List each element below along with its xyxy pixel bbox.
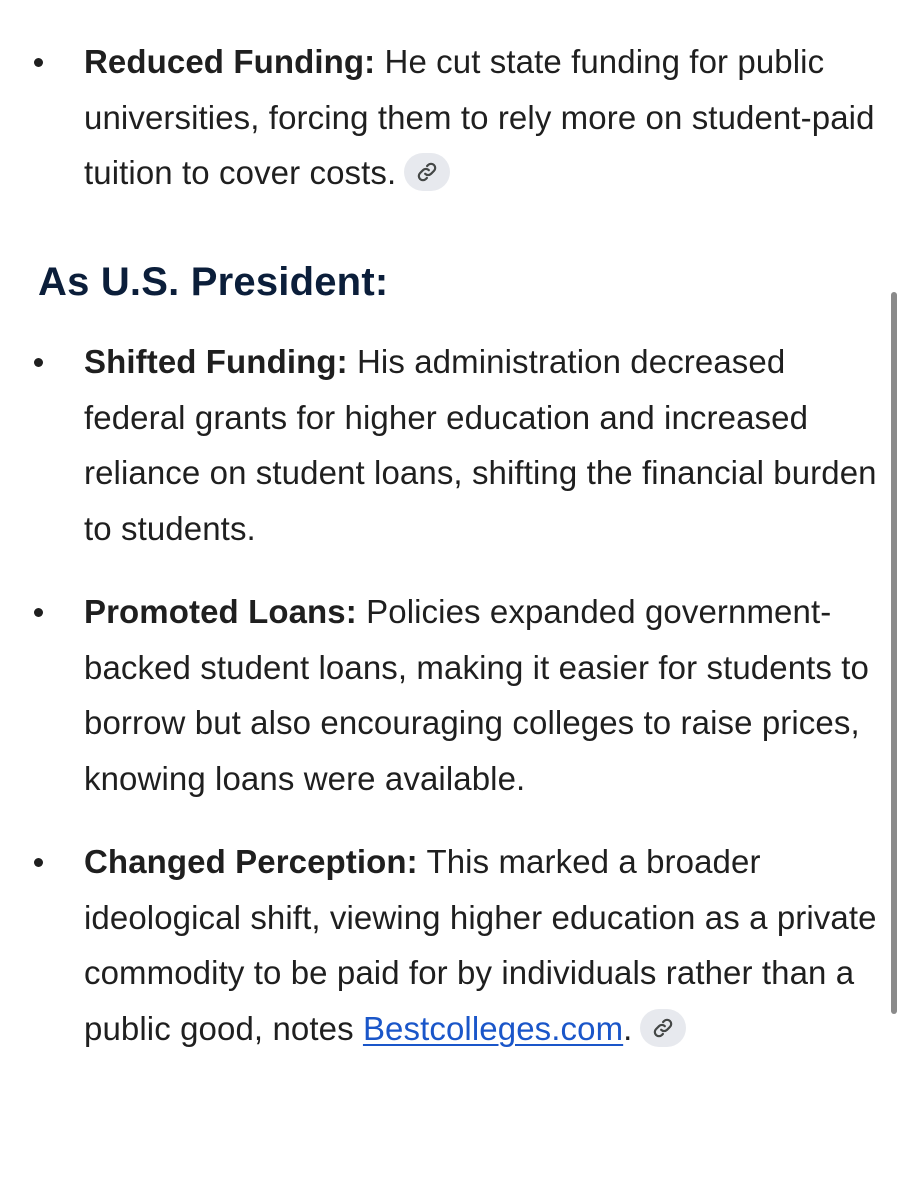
list-item-reduced-funding (0, 34, 880, 201)
item-trailing-period: . (623, 1009, 633, 1047)
bullet-icon (34, 858, 43, 867)
item-text: He cut state funding for public universities, forcing them to rely more on student-paid tuition to cover costs. (84, 43, 875, 191)
item-text: Policies expanded government-backed student loans, making it easier for students to borrow but also encouraging colleges to raise prices, knowing loans were available. (84, 593, 870, 797)
list-item-promoted-loans (0, 584, 880, 806)
item-term: Reduced Funding: (84, 43, 376, 80)
bullet-icon (34, 358, 43, 367)
state-policy-list (0, 34, 880, 201)
source-link-chip-2[interactable] (640, 1009, 686, 1047)
list-item-shifted-funding (0, 334, 880, 556)
vertical-scrollbar[interactable] (891, 292, 897, 1014)
section-heading-president: As U.S. President: (38, 260, 389, 304)
link-icon (416, 161, 438, 183)
bullet-icon (34, 608, 43, 617)
item-term: Changed Perception: (84, 843, 418, 880)
item-text: His administration decreased federal grants for higher education and increased reliance on student loans, shifting the financial burden to students. (84, 343, 877, 547)
item-term: Shifted Funding: (84, 343, 348, 380)
list-item-changed-perception (0, 834, 880, 1056)
bestcolleges-link[interactable]: Bestcolleges.com (362, 1009, 624, 1047)
link-icon (652, 1017, 674, 1039)
bullet-icon (34, 58, 43, 67)
source-link-chip-1[interactable] (404, 153, 450, 191)
president-policy-list (0, 334, 880, 1056)
item-term: Promoted Loans: (84, 593, 357, 630)
item-text: This marked a broader ideological shift, viewing higher education as a private commodity to be paid for by individuals rather than a public good, notes (84, 843, 877, 1047)
